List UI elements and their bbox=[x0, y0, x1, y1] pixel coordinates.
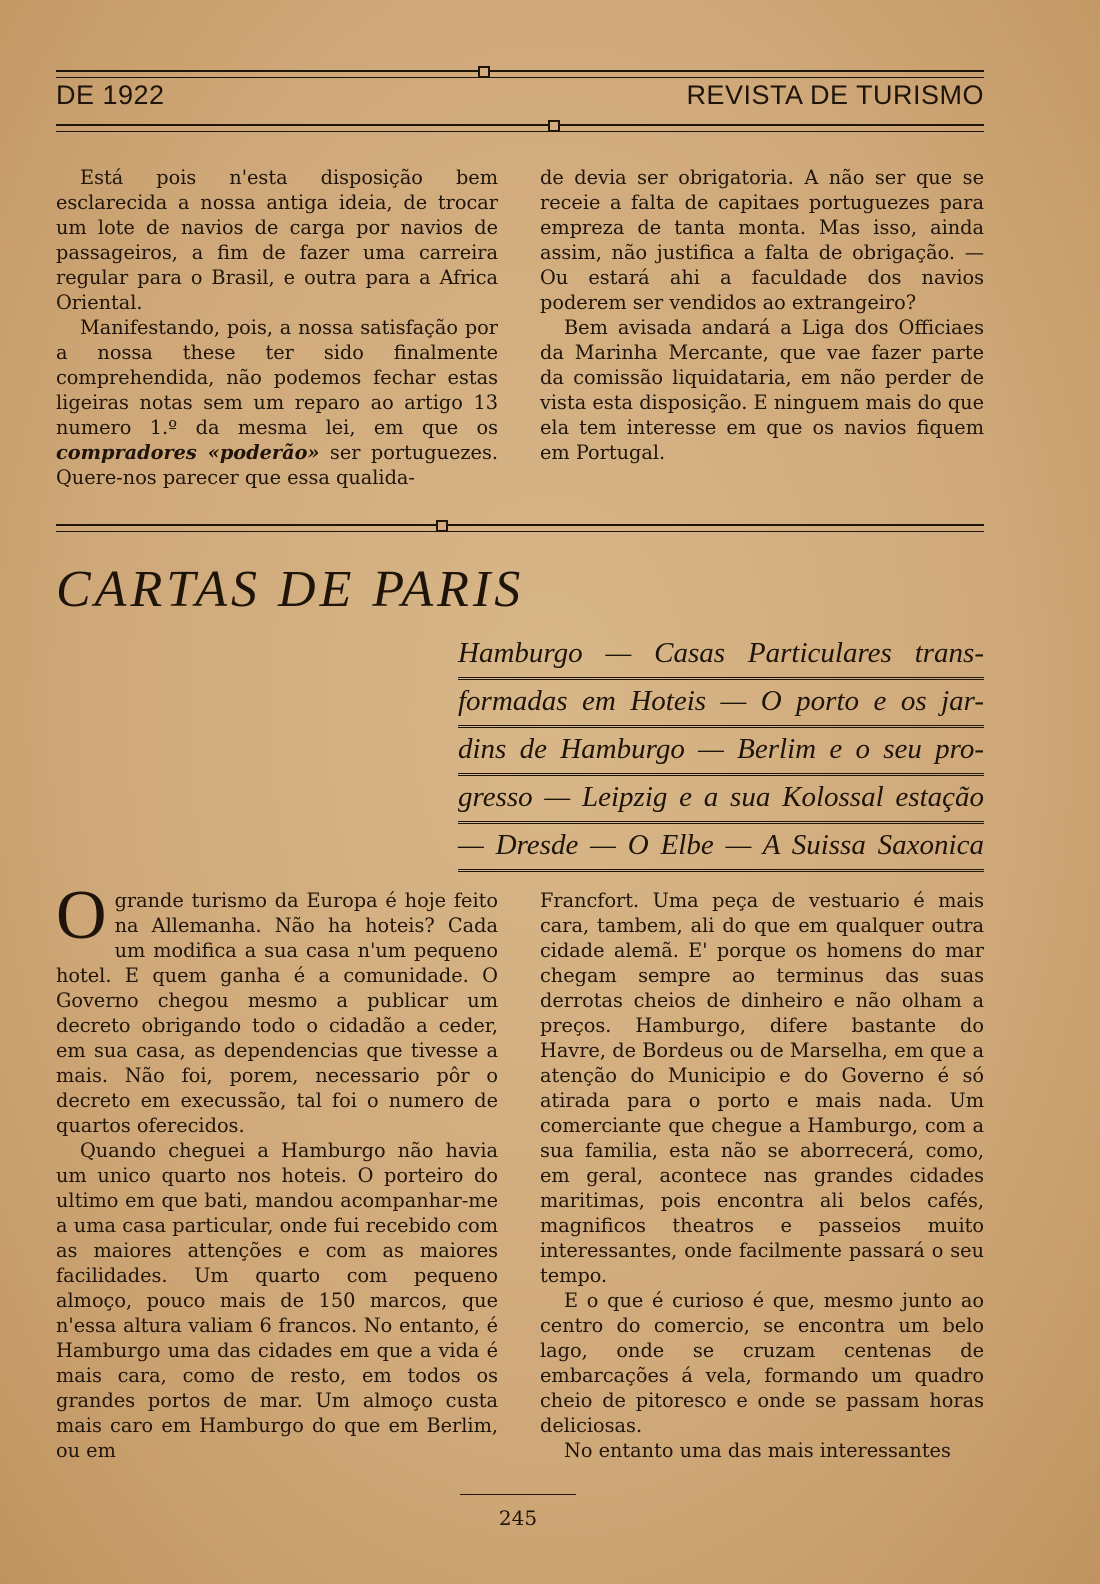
subtitle-line: — Dresde — O Elbe — A Suissa Saxonica bbox=[458, 828, 984, 872]
rule-ornament bbox=[548, 120, 560, 132]
paragraph-text: ser portuguezes. Quere-nos parecer que essa qualida- bbox=[56, 441, 498, 489]
paragraph: No entanto uma das mais interessantes bbox=[564, 1439, 951, 1462]
section-subtitle bbox=[458, 636, 984, 876]
paragraph: Francfort. Uma peça de vestuario é mais cara, tambem, ali do que em qualquer outra cidade alemã. E' porque os homens do mar chegam sempre ao terminus das suas derrotas cheios de dinheiro e não olham a preços. Hamburgo, difere bastante do Havre, de Bordeus ou de Marselha, em que a atenção do Municipio e do Governo é só atirada para o porto e mais nada. Um comerciante que chegue a Hamburgo, com a sua familia, esta não se aborrecerá, como, em geral, acontece nas grandes cidades maritimas, pois encontra ali belos cafés, magnificos theatros e passeios muito interessantes, onde facilmente passará o seu tempo. bbox=[540, 889, 984, 1287]
subtitle-line: dins de Hamburgo — Berlim e o seu pro- bbox=[458, 732, 984, 776]
paragraph-text: grande turismo da Europa é hoje feito na Allemanha. Não ha hoteis? Cada um modifica a sua casa n'um pequeno hotel. E quem ganha é a comunidade. O Governo chegou mesmo a publicar um decreto obrigando todo o cidadão a ceder, em sua casa, as dependencias que tivesse a mais. Não foi, porem, necessario pôr o decreto em execussão, tal foi o numero de quartos oferecidos. bbox=[56, 889, 498, 1137]
top-article-right-column bbox=[540, 165, 984, 465]
bottom-article-left-column bbox=[56, 877, 498, 1463]
paragraph: E o que é curioso é que, mesmo junto ao centro do comercio, se encontra um belo lago, onde se cruzam centenas de embarcações á vela, formando um quadro cheio de pitoresco e onde se passam horas deliciosas. bbox=[540, 1289, 984, 1437]
subtitle-line: formadas em Hoteis — O porto e os jar- bbox=[458, 684, 984, 728]
section-divider-rule bbox=[56, 524, 984, 532]
paragraph: Quando cheguei a Hamburgo não havia um unico quarto nos hoteis. O porteiro do ultimo em que bati, mandou acompanhar-me a uma casa particular, onde fui recebido com as maiores attenções e com as maiores facilidades. Um quarto com pequeno almoço, pouco mais de 150 marcos, que n'essa altura valiam 6 francos. No entanto, é Hamburgo uma das cidades em que a vida é mais cara, como de resto, em todos os grandes portos de mar. Um almoço custa mais caro em Hamburgo do que em Berlim, ou em bbox=[56, 1139, 498, 1462]
paragraph: de devia ser obrigatoria. A não ser que se receie a falta de capitaes portuguezes para empreza de tanta monta. Mas isso, ainda assim, não justifica a falta de obrigação. — Ou estará ahi a faculdade dos navios poderem ser vendidos ao extrangeiro? bbox=[540, 166, 984, 314]
page-number: 245 bbox=[498, 1506, 538, 1530]
header-bottom-rule bbox=[56, 124, 984, 132]
footer-rule bbox=[460, 1494, 576, 1495]
rule-ornament bbox=[478, 66, 490, 78]
rule-ornament bbox=[436, 520, 448, 532]
header-top-rule bbox=[56, 70, 984, 78]
paragraph bbox=[56, 315, 498, 490]
header-magazine-title: REVISTA DE TURISMO bbox=[686, 80, 984, 110]
header-date: DE 1922 bbox=[56, 80, 165, 110]
paragraph: Bem avisada andará a Liga dos Officiaes da Marinha Mercante, que vae fazer parte da comissão liquidataria, em não perder de vista esta disposição. E ninguem mais do que ela tem interesse em que os navios fiquem em Portugal. bbox=[540, 316, 984, 464]
paragraph bbox=[56, 877, 498, 1138]
paragraph-text: Manifestando, pois, a nossa satisfação por a nossa these ter sido finalmente comprehendida, não podemos fechar estas ligeiras notas sem um reparo ao artigo 13 numero 1.º da mesma lei, em que os bbox=[56, 316, 498, 439]
subtitle-line: Hamburgo — Casas Particulares trans- bbox=[458, 636, 984, 680]
emphasized-text: compradores «poderão» bbox=[56, 441, 320, 464]
section-title: CARTAS DE PARIS bbox=[56, 561, 525, 618]
top-article-left-column bbox=[56, 165, 498, 490]
paragraph: Está pois n'esta disposição bem esclarecida a nossa antiga ideia, de trocar um lote de navios de carga por navios de passageiros, a fim de fazer uma carreira regular para o Brasil, e outra para a Africa Oriental. bbox=[56, 166, 498, 314]
bottom-article-right-column bbox=[540, 888, 984, 1463]
drop-cap: O bbox=[56, 877, 107, 954]
subtitle-line: gresso — Leipzig e a sua Kolossal estação bbox=[458, 780, 984, 824]
